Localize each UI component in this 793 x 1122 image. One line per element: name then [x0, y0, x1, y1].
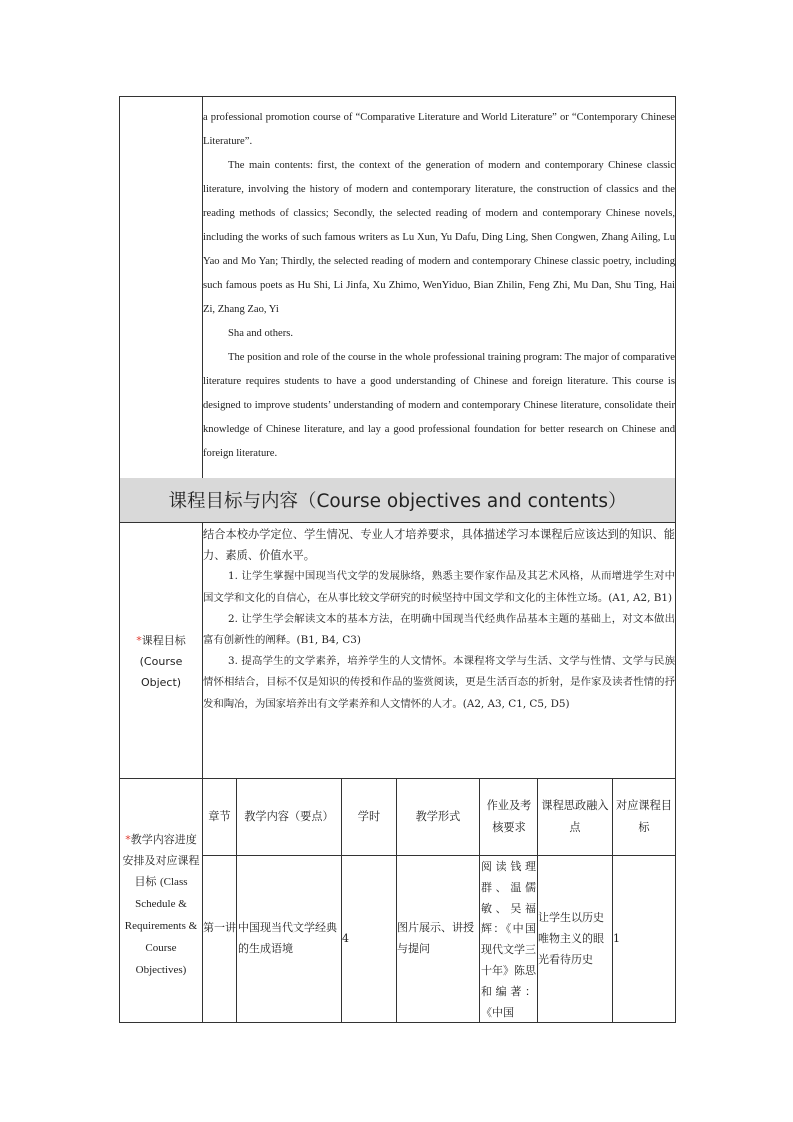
schedule-label-en: (Class Schedule & Requirements & Course Objectives)	[124, 876, 198, 976]
schedule-label	[120, 829, 202, 981]
required-star: *	[136, 634, 142, 647]
section-header-text: 课程目标与内容（Course objectives and contents）	[168, 491, 627, 512]
objective-item-1: 1. 让学生掌握中国现当代文学的发展脉络，熟悉主要作家作品及其艺术风格，从而增进学生对中国文学和文化的自信心，在从事比较文学研究的时候坚持中国文学和文化的主体性立场。(A1, A2, B1)	[203, 570, 675, 604]
schedule-label-cn: 教学内容进度安排及对应课程目标	[122, 833, 200, 888]
row1-homework: 阅读钱理群、温儒敏、吴福辉：《中国现代文学三十年》陈思和编著：《中国	[481, 860, 536, 1019]
objectives-intro: 结合本校办学定位、学生情况、专业人才培养要求，具体描述学习本课程后应该达到的知识、能力、素质、价值水平。	[203, 528, 675, 563]
row1-ideology: 让学生以历史唯物主义的眼光看待历史	[538, 911, 604, 966]
header-chapter: 章节	[208, 810, 231, 823]
row1-target: 1	[613, 932, 620, 945]
required-star: *	[125, 833, 131, 846]
header-homework: 作业及考核要求	[486, 799, 532, 834]
col-divider-form	[479, 778, 480, 1023]
objectives-label	[120, 630, 202, 693]
main-contents-paragraph: The main contents: first, the context of the generation of modern and contemporary Chinese classic literature, involving the history of modern and contemporary literature, the construction of classics and the reading methods of classics; Secondly, the selected reading of modern and contemporary Chinese novels, including the works of such famous writers as Lu Xun, Yu Dafu, Ding Ling, Shen Congwen, Zhang Ailing, Lu Yao and Mo Yan; Thirdly, the selected reading of modern and contemporary Chinese classic poetry, including such famous poets as Hu Shi, Li Jinfa, Xu Zhimo, WenYiduo, Bian Zhilin, Feng Zhi, Mu Dan, Shu Ting, Hai Zi, Zhang Zao, Yi	[203, 160, 675, 315]
row-divider-4	[202, 855, 676, 856]
row1-form: 图片展示、讲授与提问	[397, 921, 474, 955]
objective-item-3: 3. 提高学生的文学素养，培养学生的人文情怀。本课程将文学与生活、文学与性情、文学与民族情怀相结合，目标不仅是知识的传授和作品的鉴赏阅读，更是生活百态的折射，是作家及读者性情的抒发和陶冶，为国家培养出有文学素养和人文情怀的人才。(A2, A3, C1, C5, D5)	[203, 655, 675, 710]
section-header	[120, 478, 675, 522]
header-content: 教学内容（要点）	[244, 810, 334, 823]
position-role-paragraph: The position and role of the course in the whole professional training program: The major of comparative literature requires students to have a good understanding of Chinese and foreign literature. This course is designed to improve students’ understanding of modern and contemporary Chinese literature, consolidate their knowledge of Chinese literature, and lay a good professional foundation for better research on Chinese and foreign literature.	[203, 352, 675, 459]
course-description-block	[203, 106, 675, 466]
objectives-label-cn: *课程目标	[136, 634, 186, 647]
row1-chapter: 第一讲	[203, 921, 236, 934]
table-border-right	[675, 96, 676, 1023]
header-hours: 学时	[357, 810, 381, 823]
row1-hours: 4	[342, 932, 349, 945]
header-target: 对应课程目标	[616, 799, 672, 834]
main-contents-paragraph-end: Sha and others.	[228, 328, 294, 339]
course-description-paragraph: a professional promotion course of “Comparative Literature and World Literature” or “Contemporary Chinese Literature”.	[203, 112, 675, 147]
objective-item-2: 2. 让学生学会解读文本的基本方法，在明确中国现当代经典作品基本主题的基础上，对文本做出富有创新性的阐释。(B1, B4, C3)	[203, 612, 675, 647]
objectives-block	[203, 524, 675, 715]
col-divider-ideology	[612, 778, 613, 1023]
header-ideology: 课程思政融入点	[541, 799, 609, 834]
objectives-label-en: (Course Object)	[139, 655, 183, 689]
row1-content: 中国现当代文学经典的生成语境	[238, 921, 337, 955]
header-form: 教学形式	[415, 810, 461, 823]
